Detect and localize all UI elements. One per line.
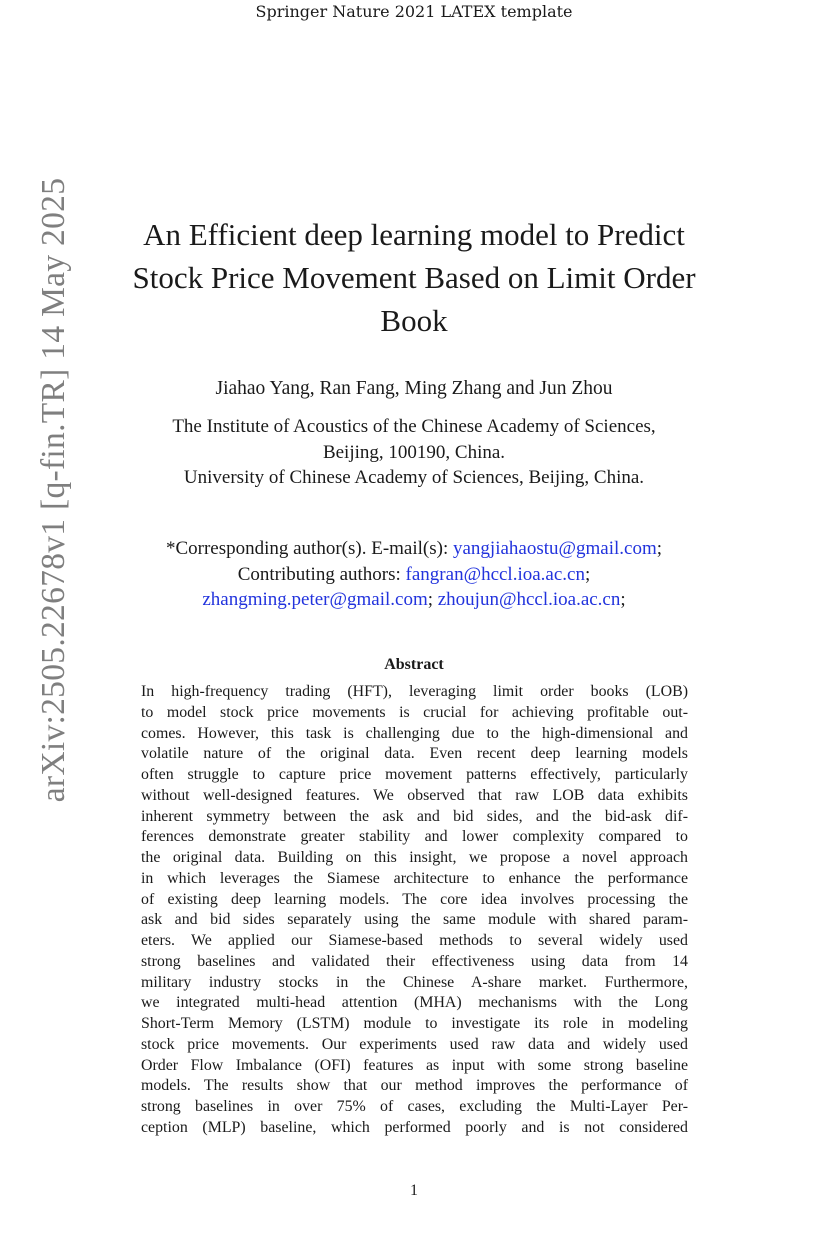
abstract-line: in which leverages the Siamese architecture to enhance the performance (141, 869, 688, 887)
abstract-line: of existing deep learning models. The core idea involves processing the (141, 890, 688, 908)
abstract-line: ception (MLP) baseline, which performed poorly and is not considered (141, 1118, 688, 1136)
page-number: 1 (410, 1182, 418, 1199)
abstract-line: ferences demonstrate greater stability and lower complexity compared to (141, 828, 688, 846)
abstract-line: without well-designed features. We observed that raw LOB data exhibits (141, 786, 688, 804)
abstract-line: we integrated multi-head attention (MHA) mechanisms with the Long (141, 994, 688, 1012)
author-contacts (0, 536, 828, 613)
abstract-line: strong baselines in over 75% of cases, excluding the Multi-Layer Per- (141, 1098, 688, 1115)
arxiv-identifier-stamp: arXiv:2505.22678v1 [q-fin.TR] 14 May 2025 (35, 177, 72, 803)
abstract-line: stock price movements. Our experiments used raw data and widely used (141, 1035, 688, 1053)
contributing-email-link[interactable]: zhoujun@hccl.ioa.ac.cn (437, 589, 621, 610)
affiliation-line: Beijing, 100190, China. (322, 441, 506, 463)
corresponding-email-link[interactable]: yangjiahaostu@gmail.com (453, 538, 657, 559)
abstract-line: Short-Term Memory (LSTM) module to investigate its role in modeling (141, 1015, 688, 1032)
title-line: Stock Price Movement Based on Limit Order (132, 260, 696, 295)
author-list: Jiahao Yang, Ran Fang, Ming Zhang and Jun Zhou (215, 378, 613, 399)
contributing-authors-line (0, 587, 828, 613)
contributing-email-link[interactable]: zhangming.peter@gmail.com (202, 589, 428, 610)
separator: ; (620, 589, 626, 610)
corresponding-author-line (0, 536, 828, 562)
affiliation-line: The Institute of Acoustics of the Chinese Academy of Sciences, (172, 416, 656, 437)
abstract-line: the original data. Building on this insight, we propose a novel approach (141, 849, 688, 866)
abstract-line: volatile nature of the original data. Even recent deep learning models (141, 745, 688, 763)
abstract-line: eters. We applied our Siamese-based methods to several widely used (141, 932, 688, 949)
abstract-line: comes. However, this task is challenging due to the high-dimensional and (141, 724, 688, 742)
contributing-label: Contributing authors: (237, 563, 406, 585)
abstract-line: often struggle to capture price movement patterns effectively, particularly (141, 766, 688, 783)
abstract-line: strong baselines and validated their effectiveness using data from 14 (141, 952, 688, 970)
abstract-line: Order Flow Imbalance (OFI) features as input with some strong baseline (141, 1056, 688, 1074)
abstract-line: to model stock price movements is crucial for achieving profitable out- (141, 703, 688, 721)
separator: ; (656, 538, 663, 559)
corresponding-label: *Corresponding author(s). E-mail(s): (165, 538, 453, 559)
abstract-line: In high-frequency trading (HFT), leveraging limit order books (LOB) (141, 683, 688, 700)
abstract-heading: Abstract (384, 656, 444, 673)
abstract-line: inherent symmetry between the ask and bid sides, and the bid-ask dif- (141, 807, 688, 825)
paper-title (100, 213, 728, 342)
running-head: Springer Nature 2021 LATEX template (255, 2, 573, 21)
abstract-line: models. The results show that our method improves the performance of (141, 1077, 688, 1095)
contributing-email-link[interactable]: fangran@hccl.ioa.ac.cn (405, 563, 585, 585)
title-line: An Efficient deep learning model to Predict (143, 217, 685, 252)
contributing-authors-line (0, 562, 828, 588)
separator: ; (584, 563, 591, 585)
abstract-line: ask and bid sides separately using the same module with shared param- (141, 911, 688, 929)
affiliations (0, 414, 828, 491)
abstract-line: military industry stocks in the Chinese A-share market. Furthermore, (141, 973, 688, 991)
affiliation-line: University of Chinese Academy of Sciences, Beijing, China. (183, 467, 645, 488)
separator: ; (427, 589, 433, 610)
abstract-body (141, 682, 688, 1139)
title-line: Book (380, 303, 448, 338)
